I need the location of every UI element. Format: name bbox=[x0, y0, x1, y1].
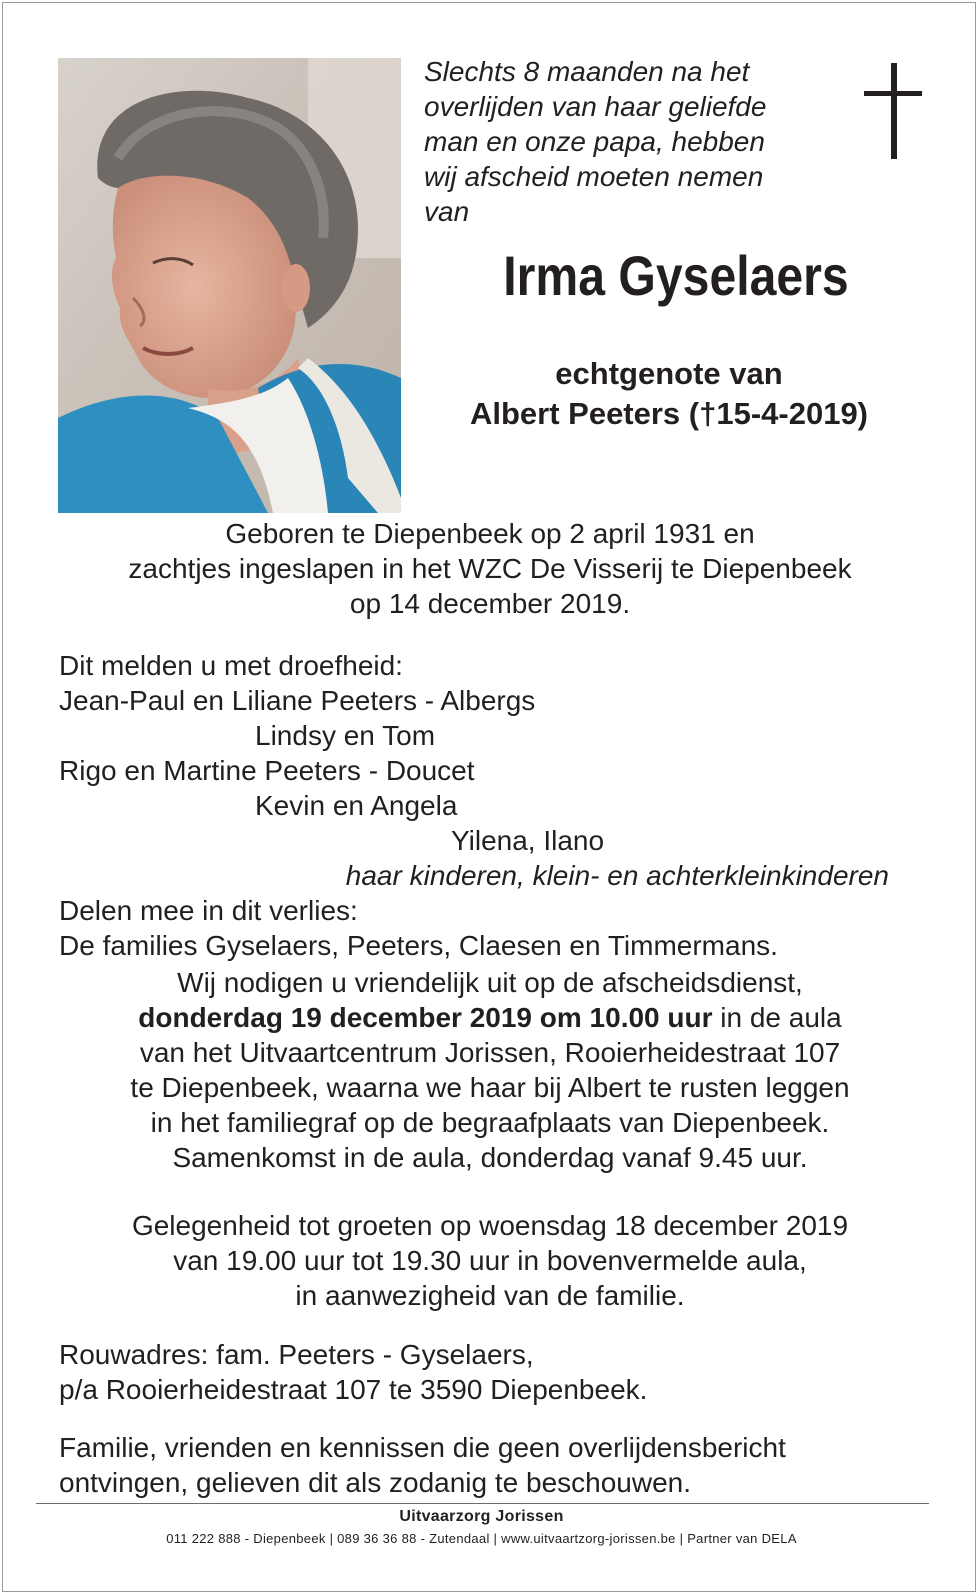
intro-line: overlijden van haar geliefde bbox=[424, 91, 767, 122]
grandchildren-line: Kevin en Angela bbox=[255, 790, 458, 821]
family-line: Jean-Paul en Liliane Peeters - Albergs bbox=[59, 685, 536, 716]
service-line: te Diepenbeek, waarna we haar bij Albert te rusten leggen bbox=[130, 1072, 850, 1103]
funeral-home-name: Uitvaarzorg Jorissen bbox=[399, 1508, 564, 1525]
visitation-line: in aanwezigheid van de familie. bbox=[295, 1280, 685, 1311]
portrait-illustration bbox=[58, 58, 401, 513]
spouse-info bbox=[424, 354, 914, 434]
mourners-heading: Dit melden u met droefheid: bbox=[59, 650, 403, 681]
service-line: Wij nodigen u vriendelijk uit op de afscheidsdienst, bbox=[177, 967, 803, 998]
great-grandchildren-line: Yilena, Ilano bbox=[451, 825, 605, 856]
closing-note bbox=[59, 1430, 939, 1500]
address-line: Rouwadres: fam. Peeters - Gyselaers, bbox=[59, 1339, 534, 1370]
mourners-list bbox=[59, 648, 939, 963]
funeral-service-info bbox=[40, 965, 940, 1175]
service-line: in het familiegraf op de begraafplaats van Diepenbeek. bbox=[150, 1107, 830, 1138]
intro-line: Slechts 8 maanden na het bbox=[424, 56, 750, 87]
families-line: De families Gyselaers, Peeters, Claesen en Timmermans. bbox=[59, 930, 778, 961]
funeral-home-contact: 011 222 888 - Diepenbeek | 089 36 36 88 - Zutendaal | www.uitvaartzorg-jorissen.be | Partner van DELA bbox=[166, 1531, 797, 1546]
address-line: p/a Rooierheidestraat 107 te 3590 Diepenbeek. bbox=[59, 1374, 648, 1405]
deceased-name: Irma Gyselaers bbox=[503, 244, 849, 307]
share-heading: Delen mee in dit verlies: bbox=[59, 895, 358, 926]
service-datetime: donderdag 19 december 2019 om 10.00 uur bbox=[138, 1002, 713, 1033]
intro-line: man en onze papa, hebben bbox=[424, 126, 765, 157]
closing-line: ontvingen, gelieven dit als zodanig te beschouwen. bbox=[59, 1467, 691, 1498]
family-line: Rigo en Martine Peeters - Doucet bbox=[59, 755, 475, 786]
service-line: Samenkomst in de aula, donderdag vanaf 9.45 uur. bbox=[172, 1142, 808, 1173]
mourning-address bbox=[59, 1337, 939, 1407]
service-date-line bbox=[40, 1000, 940, 1035]
closing-line: Familie, vrienden en kennissen die geen overlijdensbericht bbox=[59, 1432, 786, 1463]
spouse-name: Albert Peeters (†15-4-2019) bbox=[469, 396, 869, 431]
intro-line: wij afscheid moeten nemen bbox=[424, 161, 764, 192]
birth-death-info bbox=[40, 516, 940, 621]
born-line: zachtjes ingeslapen in het WZC De Visserij te Diepenbeek bbox=[128, 553, 852, 584]
cross-icon bbox=[864, 63, 922, 159]
portrait-photo bbox=[58, 58, 401, 513]
spouse-relation: echtgenote van bbox=[555, 356, 783, 391]
visitation-line: van 19.00 uur tot 19.30 uur in bovenvermelde aula, bbox=[173, 1245, 807, 1276]
grandchildren-line: Lindsy en Tom bbox=[255, 720, 436, 751]
born-line: Geboren te Diepenbeek op 2 april 1931 en bbox=[225, 518, 755, 549]
visitation-info bbox=[40, 1208, 940, 1313]
relation-line: haar kinderen, klein- en achterkleinkinderen bbox=[345, 860, 889, 891]
intro-line: van bbox=[424, 196, 470, 227]
visitation-line: Gelegenheid tot groeten op woensdag 18 december 2019 bbox=[131, 1210, 849, 1241]
service-location-start: in de aula bbox=[712, 1002, 842, 1033]
footer-divider bbox=[36, 1503, 929, 1504]
service-line: van het Uitvaartcentrum Jorissen, Rooierheidestraat 107 bbox=[139, 1037, 841, 1068]
intro-text bbox=[424, 54, 834, 229]
born-line: op 14 december 2019. bbox=[349, 588, 631, 619]
